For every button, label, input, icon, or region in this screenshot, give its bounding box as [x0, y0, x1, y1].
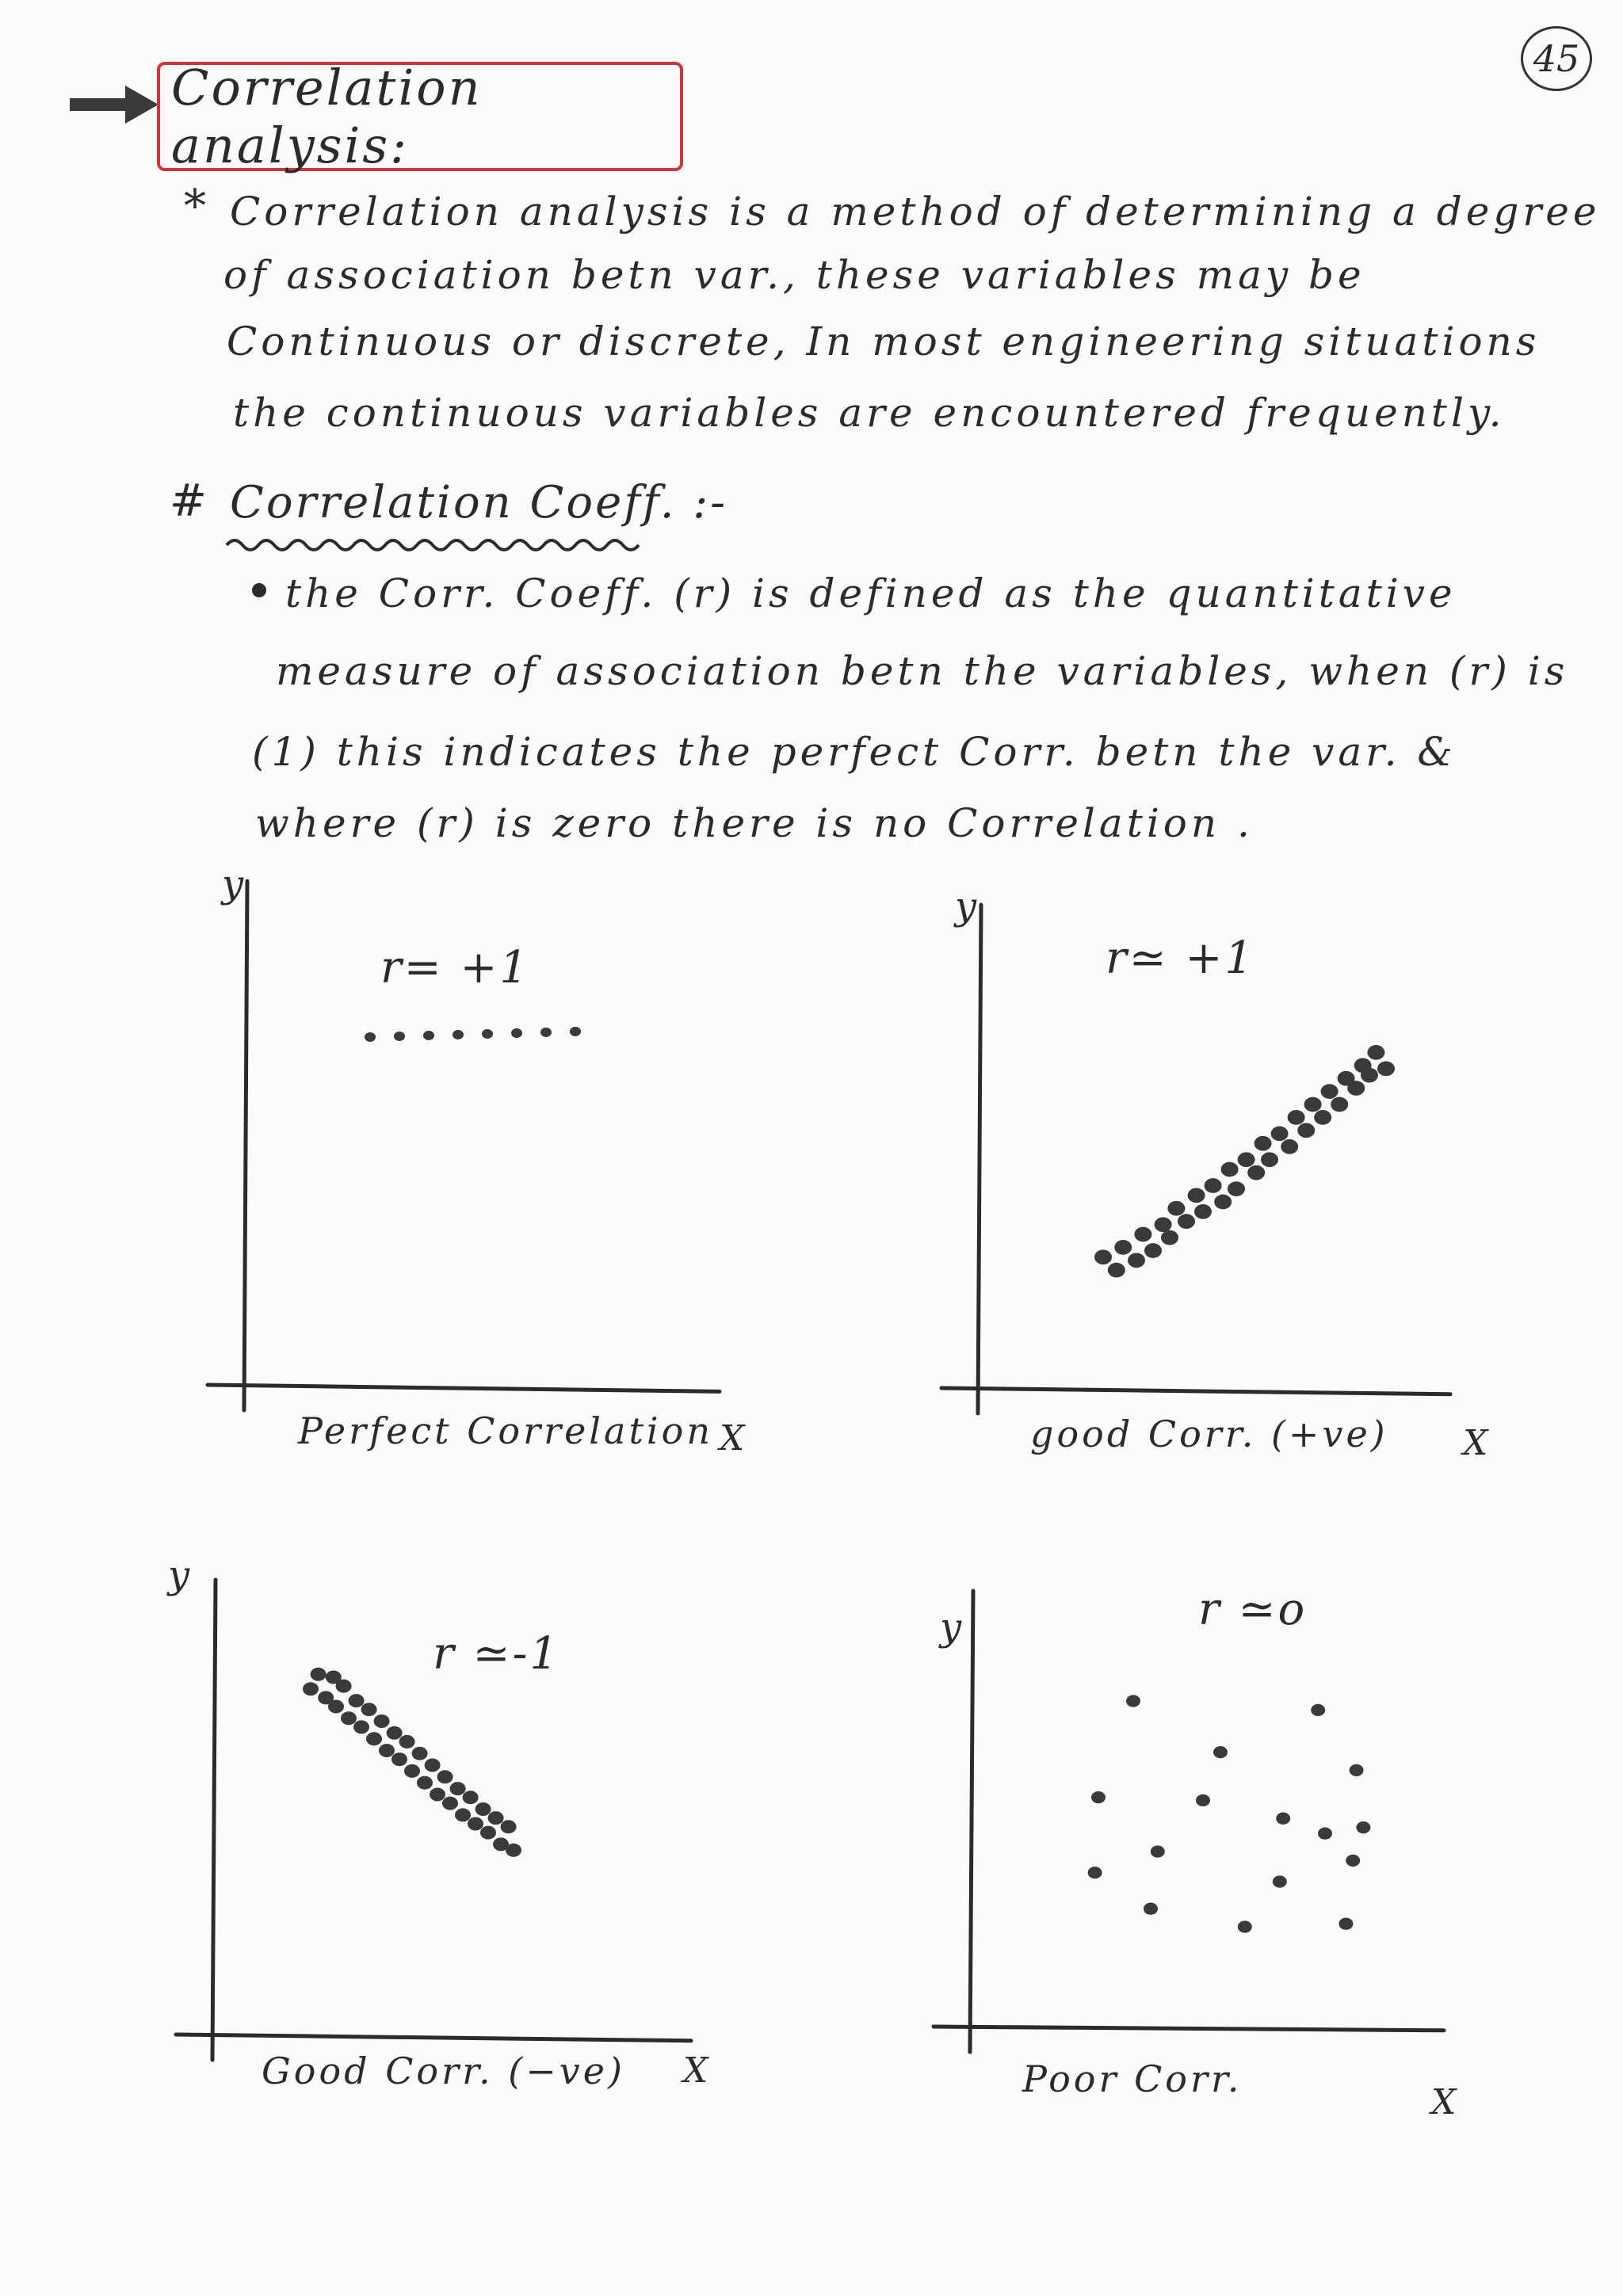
y-axis-label: y — [940, 1605, 962, 1650]
data-point — [1361, 1068, 1378, 1083]
page-title: Correlation analysis: — [157, 62, 683, 171]
data-point — [1214, 1195, 1232, 1210]
data-point — [1367, 1045, 1384, 1060]
data-point — [450, 1782, 466, 1795]
x-axis — [941, 1388, 1450, 1394]
coeff-line: where (r) is zero there is no Correlation . — [255, 800, 1254, 846]
data-point — [366, 1732, 382, 1745]
data-point — [365, 1032, 376, 1042]
data-point — [455, 1808, 471, 1821]
y-axis — [244, 881, 247, 1410]
data-point — [1304, 1097, 1322, 1112]
data-point — [1331, 1097, 1348, 1112]
data-point — [1134, 1227, 1151, 1242]
data-point — [1288, 1110, 1305, 1125]
data-point — [1196, 1794, 1210, 1806]
data-point — [1213, 1746, 1228, 1758]
data-point — [1311, 1704, 1325, 1716]
x-axis — [934, 2027, 1444, 2031]
data-point — [391, 1753, 407, 1766]
data-point — [417, 1776, 433, 1790]
chart-caption: good Corr. (+ve) — [1030, 1413, 1388, 1455]
data-point — [1273, 1875, 1287, 1887]
chart-title: r ≃-1 — [433, 1628, 561, 1680]
chart-title: r≃ +1 — [1106, 933, 1256, 984]
data-point — [1188, 1188, 1205, 1203]
data-point — [404, 1764, 420, 1778]
data-point — [399, 1735, 415, 1749]
data-point — [341, 1711, 357, 1725]
coeff-line: the Corr. Coeff. (r) is defined as the quantitative — [285, 570, 1457, 616]
intro-line: of association betn var., these variables may be — [223, 252, 1365, 298]
data-point — [475, 1802, 491, 1816]
y-axis-label: y — [222, 862, 244, 906]
data-point — [1238, 1920, 1252, 1932]
data-point — [1126, 1695, 1140, 1707]
x-axis-label: X — [1431, 2082, 1457, 2122]
y-axis — [212, 1580, 216, 2060]
data-point — [353, 1720, 369, 1733]
data-point — [430, 1788, 445, 1802]
data-point — [1297, 1123, 1315, 1138]
chart-title: r= +1 — [380, 942, 531, 994]
data-point — [1314, 1110, 1331, 1125]
data-point — [412, 1747, 428, 1760]
data-point — [1161, 1230, 1178, 1245]
data-point — [1350, 1764, 1364, 1776]
data-point — [425, 1759, 441, 1772]
data-point — [442, 1797, 458, 1810]
data-point — [387, 1726, 403, 1740]
data-point — [468, 1817, 483, 1831]
y-axis — [978, 905, 981, 1413]
data-point — [1346, 1855, 1360, 1867]
data-point — [379, 1744, 395, 1757]
data-point — [349, 1694, 365, 1707]
star-bullet-icon: * — [184, 181, 206, 232]
data-point — [1247, 1165, 1265, 1180]
data-point — [511, 1028, 522, 1038]
data-point — [1276, 1813, 1290, 1825]
data-point — [1338, 1918, 1353, 1930]
data-point — [1167, 1201, 1185, 1216]
data-point — [453, 1030, 464, 1039]
hash-bullet-icon: # — [170, 475, 207, 527]
chart-caption: Good Corr. (−ve) — [262, 2050, 625, 2092]
chart-caption: Poor Corr. — [1022, 2058, 1243, 2100]
coeff-line: measure of association betn the variables, when (r) is — [276, 648, 1569, 694]
data-point — [303, 1682, 319, 1695]
x-axis — [176, 2035, 691, 2041]
data-point — [506, 1844, 521, 1857]
data-point — [1356, 1821, 1370, 1833]
data-point — [1377, 1062, 1395, 1077]
section-heading: Correlation Coeff. :- — [230, 477, 728, 528]
data-point — [1178, 1214, 1195, 1229]
chart-caption: Perfect Correlation — [298, 1409, 713, 1452]
x-axis-label: X — [683, 2050, 708, 2091]
data-point — [1108, 1263, 1125, 1278]
data-point — [482, 1029, 493, 1039]
data-point — [1254, 1136, 1272, 1151]
data-point — [570, 1027, 581, 1036]
data-point — [1347, 1081, 1365, 1096]
data-point — [1091, 1791, 1106, 1803]
chart-title: r ≃o — [1198, 1584, 1308, 1635]
y-axis-label: y — [955, 884, 977, 929]
data-point — [1094, 1249, 1112, 1264]
data-point — [1281, 1139, 1298, 1154]
data-point — [311, 1668, 327, 1681]
data-point — [437, 1770, 453, 1783]
page-number: 45 — [1521, 26, 1592, 91]
data-point — [1144, 1903, 1158, 1915]
y-axis — [970, 1591, 973, 2052]
data-point — [374, 1714, 390, 1728]
data-point — [1155, 1217, 1172, 1232]
data-point — [1221, 1162, 1239, 1177]
data-point — [480, 1826, 496, 1840]
data-point — [336, 1680, 352, 1693]
data-point — [1205, 1178, 1222, 1193]
intro-line: Continuous or discrete, In most engineering situations — [227, 318, 1541, 364]
data-point — [1194, 1204, 1212, 1219]
data-point — [423, 1031, 434, 1040]
data-point — [540, 1028, 552, 1037]
data-point — [488, 1811, 504, 1825]
data-point — [501, 1820, 517, 1833]
data-point — [1238, 1152, 1255, 1167]
data-point — [1228, 1181, 1245, 1196]
data-point — [328, 1700, 344, 1714]
data-point — [1114, 1240, 1132, 1255]
data-point — [361, 1703, 377, 1716]
data-point — [1151, 1845, 1165, 1857]
x-axis-label: X — [1463, 1423, 1488, 1463]
y-axis-label: y — [168, 1553, 190, 1597]
data-point — [1261, 1152, 1278, 1167]
x-axis — [208, 1385, 720, 1391]
data-point — [1144, 1243, 1162, 1258]
data-point — [1321, 1084, 1338, 1099]
data-point — [463, 1791, 479, 1804]
x-axis-label: X — [720, 1418, 745, 1459]
data-point — [1318, 1828, 1332, 1840]
intro-line: the continuous variables are encountered frequently. — [233, 390, 1506, 436]
data-point — [1271, 1127, 1289, 1142]
data-point — [1088, 1867, 1102, 1878]
data-point — [1128, 1253, 1145, 1268]
data-point — [394, 1032, 405, 1041]
coeff-line: (1) this indicates the perfect Corr. betn the var. & — [252, 729, 1457, 775]
intro-line: Correlation analysis is a method of determining a degree — [230, 189, 1601, 235]
